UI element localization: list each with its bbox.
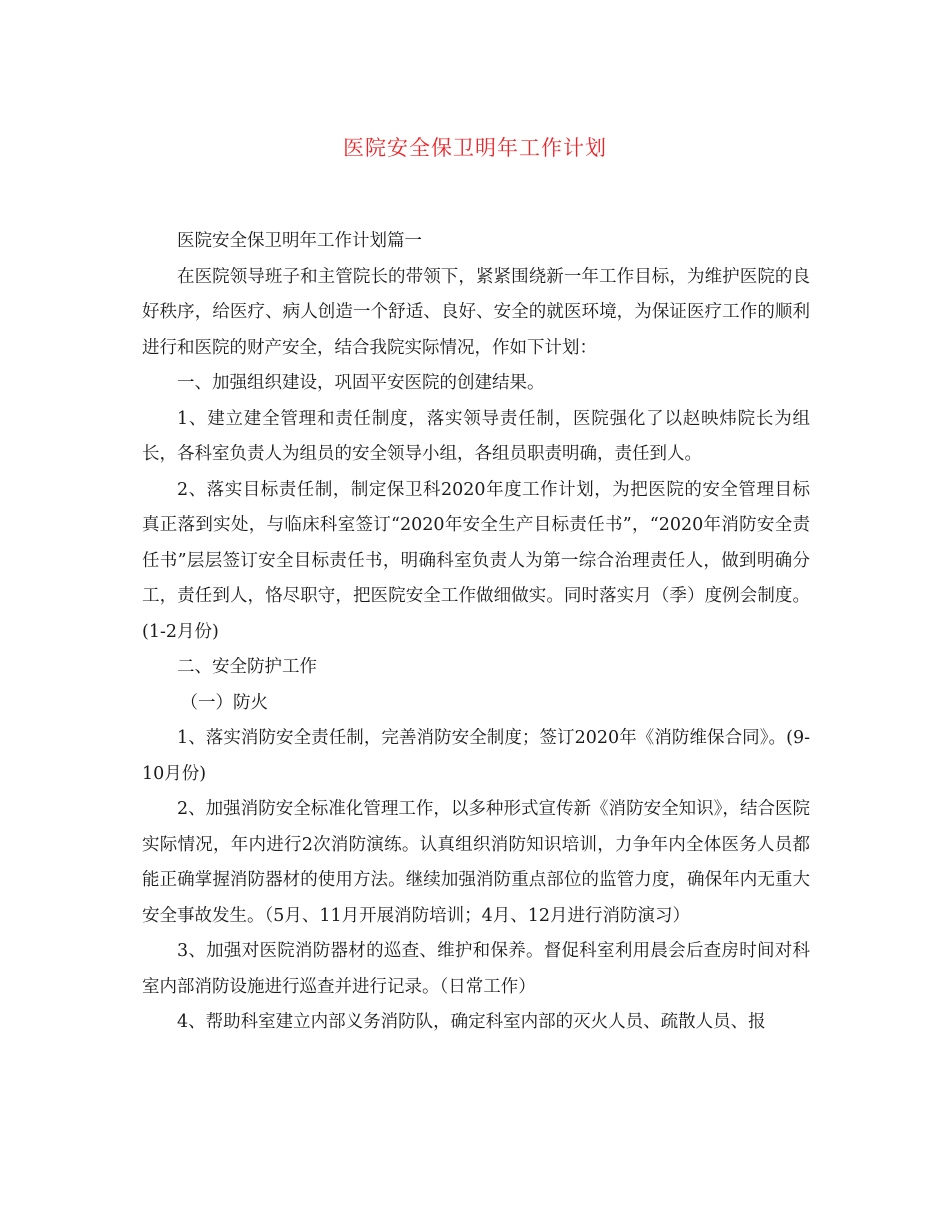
body-paragraph: 3、加强对医院消防器材的巡查、维护和保养。督促科室利用晨会后查房时间对科室内部消防设施进行巡查并进行记录。（日常工作） [142, 941, 810, 997]
document-title: 医院安全保卫明年工作计划 [343, 136, 607, 160]
body-paragraph: 2、加强消防安全标准化管理工作，以多种形式宣传新《消防安全知识》，结合医院实际情况，年内进行2次消防演练。认真组织消防知识培训，力争年内全体医务人员都能正确掌握消防器材的使用方法。继续加强消防重点部位的监管力度，确保年内无重大安全事故发生。（5月、11月开展消防培训；4月、12月进行消防演习） [142, 799, 810, 926]
document-body [142, 224, 810, 1041]
body-paragraph: 2、落实目标责任制，制定保卫科2020年度工作计划，为把医院的安全管理目标真正落到实处，与临床科室签订“2020年安全生产目标责任书”，“2020年消防安全责任书”层层签订安全目标责任书，明确科室负责人为第一综合治理责任人，做到明确分工，责任到人，恪尽职守，把医院安全工作做细做实。同时落实月（季）度例会制度。(1-2月份) [142, 479, 810, 642]
body-paragraph: 4、帮助科室建立内部义务消防队，确定科室内部的灭火人员、疏散人员、报 [177, 1012, 766, 1032]
intro-paragraph: 在医院领导班子和主管院长的带领下，紧紧围绕新一年工作目标，为维护医院的良好秩序，给医疗、病人创造一个舒适、良好、安全的就医环境，为保证医疗工作的顺利进行和医院的财产安全，结合我院实际情况，作如下计划： [142, 266, 810, 358]
section-heading: 一、加强组织建设，巩固平安医院的创建结果。 [177, 373, 545, 393]
section-heading: 医院安全保卫明年工作计划篇一 [177, 231, 422, 251]
subsection-heading: （一）防火 [180, 692, 268, 713]
body-paragraph: 1、落实消防安全责任制，完善消防安全制度；签订2020年《消防维保合同》。(9-10月份) [142, 728, 810, 784]
section-heading: 二、安全防护工作 [177, 657, 317, 677]
body-paragraph: 1、建立建全管理和责任制度，落实领导责任制，医院强化了以赵映炜院长为组长，各科室负责人为组员的安全领导小组，各组员职责明确，责任到人。 [142, 408, 810, 464]
